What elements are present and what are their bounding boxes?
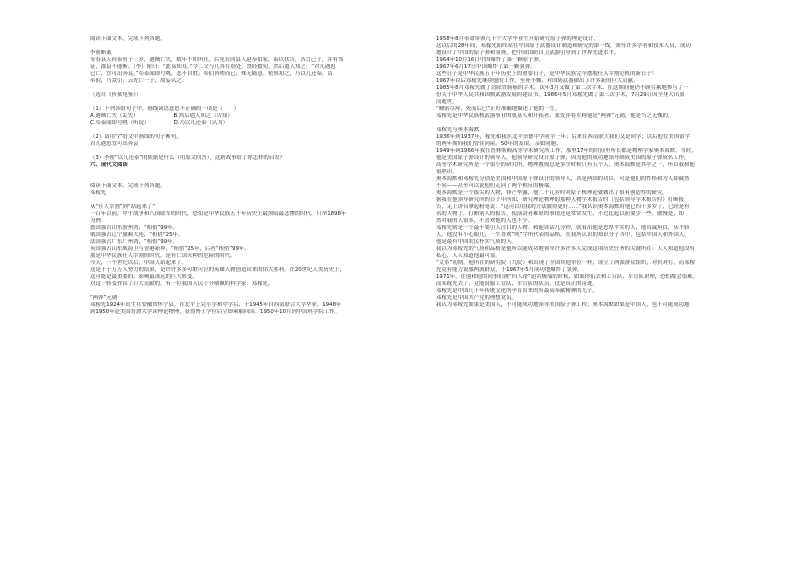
text-line: 高等学术研究所是一个很小的研究所，物理教授总是多少时候只有五个人，奥本海默是其中之一，所以我和他 xyxy=(436,162,695,168)
text-line: 邓稼先是中国共产党的理想党员。 xyxy=(436,295,517,301)
text-line: 邓稼先1924年出生在安徽省怀宁县。在北平上完小学和中学后，于1945年自西南联合大学毕业。1948年 xyxy=(90,302,342,308)
text-line: 而邓稼先去了，竟能说服工宣队、军宣队的队员，这是真正的奇迹。 xyxy=(436,281,598,287)
text-line: 1985年8月邓稼先做了切除直肠癌的手术。次年3月又做了第二次手术。在这期间他仍不顾劳累地参与了一 xyxy=(436,85,689,91)
text-line: 君儿遇患宜可出奔哀 xyxy=(90,141,139,147)
text-line: 阅读下面文本，完成下列各题。 xyxy=(90,36,166,42)
text-line: 邓稼先 xyxy=(90,190,107,196)
text-line: 这些日子是中华民族五千年历史上的重要日子，是中华民族完全摆脱任人宰割危机的新日子！ xyxy=(436,71,658,77)
spacer xyxy=(90,197,415,204)
text-line: 告，走上讲台拿起粉笔说：“这可以用我的方法做得更好……”我认识奥本海默时他已四十多岁了，已经是有 xyxy=(436,204,690,210)
text-line: 俄国强占辽宁旅顺大连，“租借”25年。 xyxy=(90,232,184,238)
text-line: 到1950年赴美国普渡大学读理论物理，获得博士学位后立即乘船回国。1950年10月到中国科学院工作。 xyxy=(90,309,340,315)
right-column xyxy=(436,36,771,309)
text-line: 1949年到1966年我在普林斯顿高等学术研究所工作，那里17年的时间里所长都是物理学家奥本海默。当时， xyxy=(436,148,697,154)
text-line: 我以为邓稼先的气质和品格是他所以能成功地领导许多许多人完成这项历史任务的关键所在：人人知道他没有 xyxy=(436,246,695,252)
text-line: 邓稼先是中华民族核武器事业的奠基人和开拓者。张爱萍将军称他是“两弹”元勋，他是当之无愧的。 xyxy=(436,113,674,119)
text-line: C.苟泰闻即号咷（听说） D.乃以儿还泰（认为） xyxy=(90,120,229,126)
spacer xyxy=(90,148,415,155)
text-line: 1958年8月奉命带领几十个大学毕业生开始研究原子弹的理论设计。 xyxy=(436,36,599,42)
spacer xyxy=(90,99,415,106)
text-line: 1967年6月17日中国爆炸了第一颗氢弹。 xyxy=(436,64,536,70)
text-line: 德国强占山东胶州湾，“租借”99年。 xyxy=(90,225,178,231)
text-line: 1964年10月16日中国爆炸了第一颗原子弹。 xyxy=(436,57,545,63)
text-line: 先竟有能力说服两派群众，于1967年5月成功地爆炸了氢弹。 xyxy=(436,267,583,273)
text-line: 1967年以后邓稼先继续他的工作，至死不懈，对国防武器做出了许多新的巨大贡献。 xyxy=(436,78,639,84)
text-line: “鞠躬尽瘁，死而后已”正好准确地描述了他的一生。 xyxy=(436,106,561,112)
left-column xyxy=(90,36,415,316)
text-line: 然对我的人很多，不喜欢他的人也不少。 xyxy=(436,218,534,224)
text-line: 1971年，在他和他的同事们被“四人帮”迫害极端的时候，如果你们去和工宣队、军宣队讲理，恐怕都会很难。 xyxy=(436,274,698,280)
text-line: 那是中华民族任人宰割的时代，是有亡国灭种的危险的时代。 xyxy=(90,253,236,259)
text-line: 六、现代文阅读 xyxy=(90,162,128,168)
text-line: 人。他没有小心眼儿，一生喜欢“纯”字所代表的品格。在我所认识的知识分子当中，包括中国人和外国人， xyxy=(436,232,690,238)
text-line: 他是美国原子弹设计的领导人，他领导研究设计原子弹，因为他的成功地领导制成美国的原子弹成名工作。 xyxy=(436,155,690,161)
text-line: “文革”初期，他所在的研究院（九院）和出现了全国其他单位一样，成立了两派群众组织，对抗对打。而邓稼 xyxy=(436,260,695,266)
text-line: “两弹”元勋 xyxy=(90,295,118,301)
text-line: 这以后的28年间，邓稼先始终站在中国原子武器设计制造和研究的第一线，领导许多学者和技术人员，成功 xyxy=(436,43,691,49)
text-line: 对这一转变作出了巨大贡献的，有一位我国人民十分敬佩的科学家：邓稼先。 xyxy=(90,281,274,287)
text-line: （1）下列各组句子中，画线词语意思不正确的一项是（ ） xyxy=(90,106,239,112)
text-line: 为例： xyxy=(90,218,107,224)
text-line: 奥本海默和邓稼先分别是美国和中国原子弹设计的领导人，各是两国的功臣，可是他们的性格和为人却截然 xyxy=(436,176,690,182)
text-line: A.遇贼亡失（丢失） B.然后遣人知之（告知） xyxy=(90,113,233,119)
text-line: 份关于中华人民共和国核武器发展的建议书。1986年5月邓稼先做了第三次手术，7月29日因全身大出血 xyxy=(436,92,685,98)
text-line: 阅读下面文本，完成下列各题。 xyxy=(90,183,166,189)
text-line: 这是千千万万人努力的结果，是许许多多可歌可泣的英雄人物创造出来的伟大胜利。在20世纪人类历史上， xyxy=(90,267,345,273)
text-line: 奉伯，乃款引，云先亡一子，故妄认之。 xyxy=(90,78,188,84)
text-line: 地设计了中国的原子弹和氢弹，把中国国防自卫武器引导到了世界先进水平。 xyxy=(436,50,620,56)
text-line: （选自《折狱龟鉴》） xyxy=(90,92,142,98)
text-line: 1936年到1937年，稼先和我在北平崇德中学同学一年；后来在西南联大我们又是同学；以后他在美国留学 xyxy=(436,134,690,140)
text-line: 很熟识。 xyxy=(436,169,458,175)
text-line: （2）请用“/”给文中画线的句子断句。 xyxy=(90,134,182,140)
spacer xyxy=(90,288,415,295)
text-line: 邓稼先与奥本海默 xyxy=(436,127,480,133)
text-line: 名的人物了，打断别人的报告，使演讲者难堪的事情还是常常发生，不过比起以前要少一些。傲慢是，即 xyxy=(436,211,684,217)
spacer xyxy=(90,127,415,134)
text-line: 我认为邓稼先如果是美国人，不可能成功地领导美国原子弹工程；奥本海默如果是中国人，也不可能成功地 xyxy=(436,302,690,308)
text-line: 李密断案 xyxy=(90,50,112,56)
spacer xyxy=(90,176,415,183)
text-line: 这可能是最重要的、影响最深远的巨大转变。 xyxy=(90,274,198,280)
text-line: 邓稼先是中国几千年传统文化所孕育出来的有最高奉献精神的儿子。 xyxy=(436,288,598,294)
spacer xyxy=(90,85,415,92)
text-line: 已亡，宜可出奔哀。”苟泰闻即号咷，悲不自胜；奉伯咨嗟而已，殊无痛意。密察知之，乃以儿还泰，诘 xyxy=(90,71,333,77)
text-line: 他是最有中国农民朴实气质的人。 xyxy=(436,239,517,245)
text-line: 法国强占广东广州湾，“租借”99年。 xyxy=(90,239,178,245)
text-line: 奥本海默是一个拔尖的人物，锋芒毕露，他二十几岁时对原子核理论就做出了很有创造性的研究。 xyxy=(436,190,668,196)
text-line: （3）李密“以儿还泰”的依据是什么（用原文回答），这则故事给了你怎样的启发？ xyxy=(90,155,285,161)
text-line: 从“任人宰割”到“站起来了” xyxy=(90,204,156,210)
spacer xyxy=(436,120,771,127)
text-line: 不同——甚至可以说他们走向了两个相反的极端。 xyxy=(436,183,555,189)
text-line: 一百年以前，甲午战争和八国联军的时代，恐怕是中华民族五千年历史上最黑暗最悲惨的时代，只举1898年 xyxy=(90,211,347,217)
spacer xyxy=(90,43,415,50)
text-line: 邓稼先则是一个最不要引人注目的人物。和他谈话几分钟，就看出他是忠厚平实的人，他真诚坦白，从不骄 xyxy=(436,225,690,231)
text-line: 而逝世。 xyxy=(436,99,458,105)
text-line: 寿春县人荷泰有子三岁，遇贼亡失，数年不知所在。后见在同县人赵奉伯家，泰以状告，各言己子，并有邻 xyxy=(90,57,344,63)
text-line: 证，郡县不能断。（李）密曰：“此易知耳。”令二父与儿各在别处，禁经数旬，然后遣人知之：“君儿遇患 xyxy=(90,64,336,70)
spacer xyxy=(90,169,415,176)
text-line: 英国强占山东威海卫与香港新界，“租借”25年，后者“租借”99年。 xyxy=(90,246,250,252)
text-line: 据我在他领导研究所的日子中所知，研究理论物理的那种人物学术报告时（包括领导学术报告时）打断报 xyxy=(436,197,684,203)
text-line: 的两年期间我们曾住同屋。50年的友谊，亲如同胞。 xyxy=(436,141,562,147)
text-line: 今天，一个世纪以后，中国人站起来了。 xyxy=(90,260,188,266)
text-line: 私心，人人知道他最可靠。 xyxy=(436,253,501,259)
